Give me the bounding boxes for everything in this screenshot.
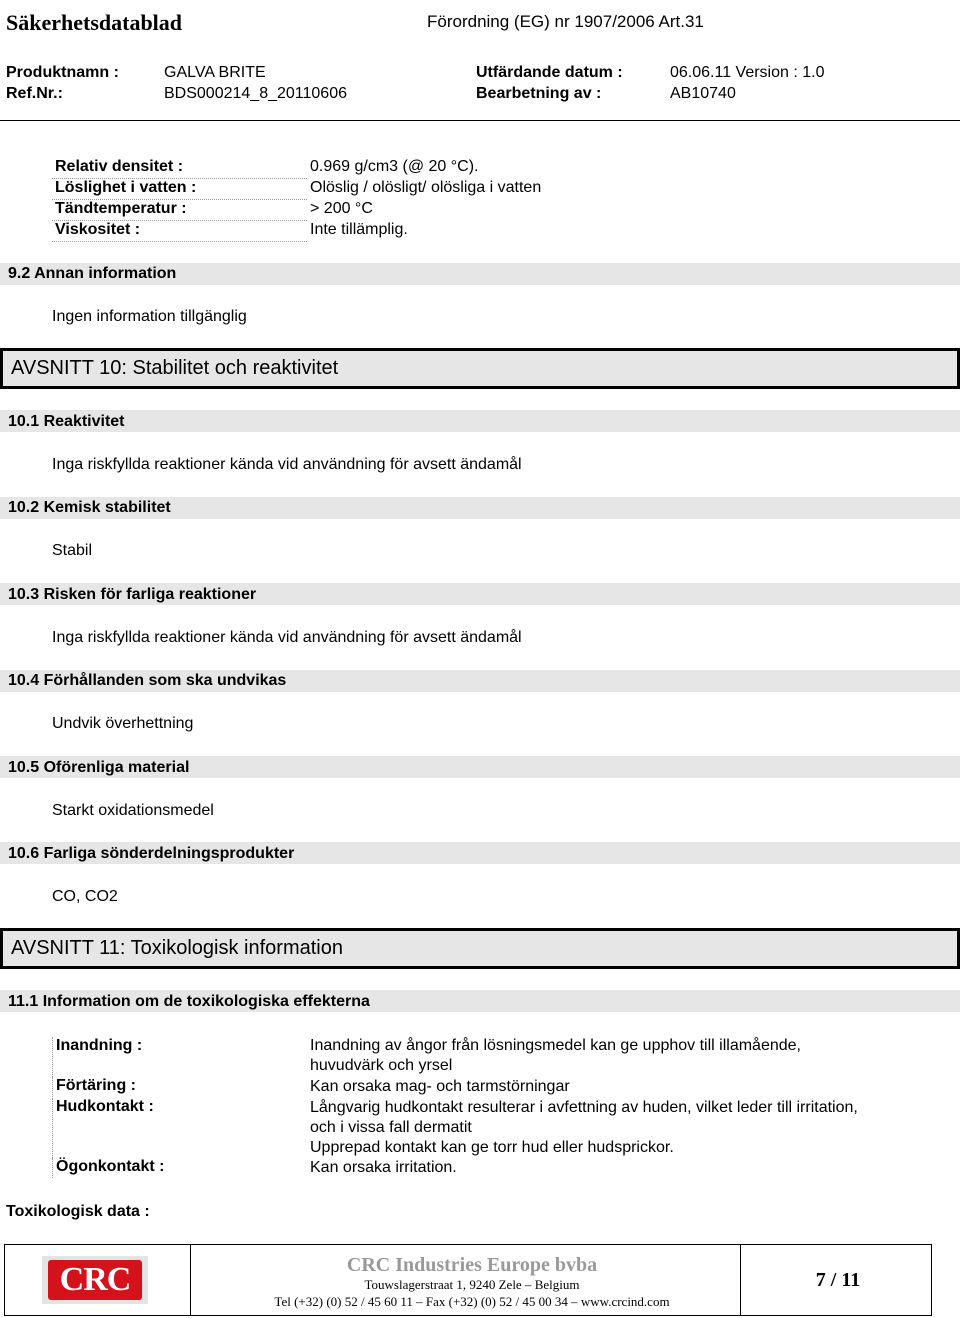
page-number: 7 / 11 — [815, 1269, 861, 1291]
subsection-text: Stabil — [52, 542, 93, 559]
issue-date-label: Utfärdande datum : — [476, 64, 623, 81]
property-value: > 200 °C — [310, 200, 373, 217]
property-label: Viskositet : — [52, 221, 307, 242]
subsection-text: Inga riskfyllda reaktioner kända vid användning för avsett ändamål — [52, 629, 522, 646]
tox-value-eye: Kan orsaka irritation. — [310, 1159, 457, 1176]
property-label: Löslighet i vatten : — [52, 179, 307, 200]
footer-divider — [190, 1244, 191, 1316]
subsection-title: 10.5 Oförenliga material — [8, 759, 190, 776]
subsection-title: 10.6 Farliga sönderdelningsprodukter — [8, 845, 295, 862]
subsection-text: Starkt oxidationsmedel — [52, 802, 214, 819]
tox-value-inhalation: Inandning av ångor från lösningsmedel kan ge upphov till illamående, huvudvärk och yrsel — [310, 1037, 801, 1074]
tox-label-inhalation: Inandning : — [52, 1037, 311, 1077]
subsection-text: Undvik överhettning — [52, 715, 194, 732]
subsection-title: 10.2 Kemisk stabilitet — [8, 499, 171, 516]
tox-label-ingestion: Förtäring : — [52, 1077, 311, 1097]
section-10-title: AVSNITT 10: Stabilitet och reaktivitet — [11, 357, 339, 379]
revision-value: AB10740 — [670, 85, 736, 102]
section-11-title: AVSNITT 11: Toxikologisk information — [11, 937, 343, 959]
subsection-bar — [0, 410, 960, 432]
property-label: Tändtemperatur : — [52, 200, 307, 221]
property-value: Olöslig / olösligt/ olösliga i vatten — [310, 179, 542, 196]
company-name: CRC Industries Europe bvba — [346, 1254, 598, 1276]
document-title: Säkerhetsdatablad — [6, 10, 183, 35]
crc-logo-text: CRC — [59, 1261, 131, 1298]
header-divider — [0, 120, 960, 121]
issue-date-value: 06.06.11 Version : 1.0 — [670, 64, 825, 81]
property-label: Relativ densitet : — [52, 158, 307, 179]
subsection-title: 10.4 Förhållanden som ska undvikas — [8, 672, 287, 689]
tox-label-skin: Hudkontakt : — [52, 1098, 311, 1158]
subsection-title: 11.1 Information om de toxikologiska effekterna — [8, 993, 370, 1010]
product-name-value: GALVA BRITE — [164, 64, 266, 81]
product-name-label: Produktnamn : — [6, 64, 119, 81]
revision-label: Bearbetning av : — [476, 85, 602, 102]
tox-data-label: Toxikologisk data : — [6, 1203, 150, 1220]
ref-number-label: Ref.Nr.: — [6, 85, 63, 102]
subsection-text: Inga riskfyllda reaktioner kända vid användning för avsett ändamål — [52, 456, 522, 473]
regulation-reference: Förordning (EG) nr 1907/2006 Art.31 — [427, 12, 704, 31]
company-address: Touwslagerstraat 1, 9240 Zele – Belgium — [364, 1277, 580, 1292]
subsection-text: Ingen information tillgänglig — [52, 308, 247, 325]
ref-number-value: BDS000214_8_20110606 — [164, 85, 347, 102]
subsection-title: 9.2 Annan information — [8, 265, 177, 282]
company-contact: Tel (+32) (0) 52 / 45 60 11 – Fax (+32) (0) 52 / 45 00 34 – www.crcind.com — [274, 1294, 670, 1309]
footer-divider — [740, 1244, 741, 1316]
tox-value-ingestion: Kan orsaka mag- och tarmstörningar — [310, 1078, 570, 1095]
subsection-title: 10.3 Risken för farliga reaktioner — [8, 586, 257, 603]
property-value: Inte tillämplig. — [310, 221, 408, 238]
subsection-text: CO, CO2 — [52, 888, 118, 905]
property-value: 0.969 g/cm3 (@ 20 °C). — [310, 158, 479, 175]
tox-value-skin: Långvarig hudkontakt resulterar i avfettning av huden, vilket leder till irritation, och i vissa fall dermatit Upprepad kontakt kan ge torr hud eller hudsprickor. — [310, 1099, 858, 1156]
subsection-title: 10.1 Reaktivitet — [8, 413, 125, 430]
tox-label-eye: Ögonkontakt : — [52, 1158, 311, 1178]
